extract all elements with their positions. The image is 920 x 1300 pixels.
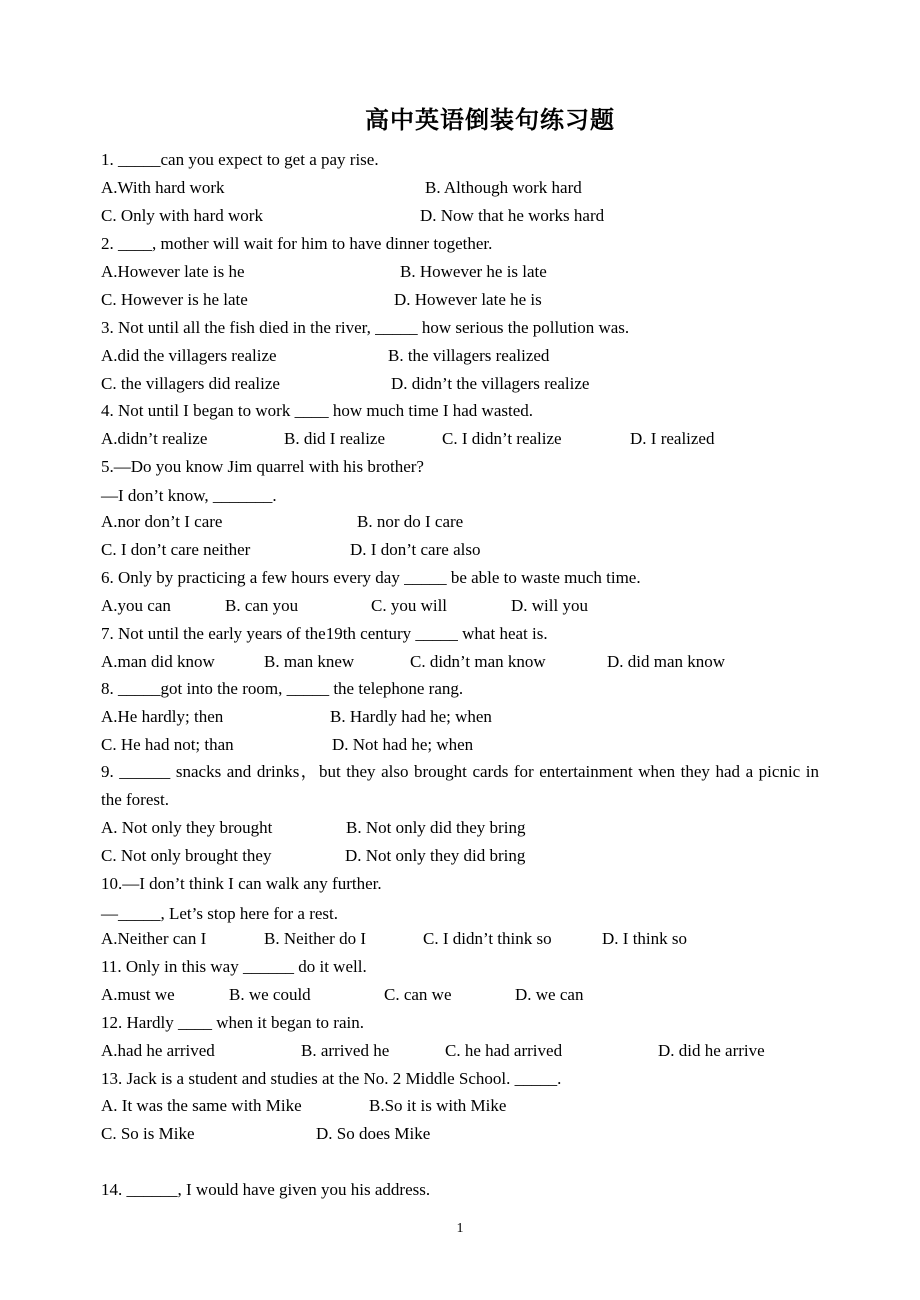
question-4-stem: 4. Not until I began to work ____ how much time I had wasted. [101,401,534,420]
question-1-option-d: D. Now that he works hard [420,206,605,225]
question-10-option-a: A.Neither can I [101,929,207,948]
question-7-option-d: D. did man know [607,652,726,671]
question-2-stem: 2. ____, mother will wait for him to have dinner together. [101,234,493,253]
question-10-reply: —_____, Let’s stop here for a rest. [101,904,338,923]
question-8-option-b: B. Hardly had he; when [330,707,492,726]
question-8-option-c: C. He had not; than [101,735,234,754]
question-12-option-d: D. did he arrive [658,1041,765,1060]
question-8-option-a: A.He hardly; then [101,707,224,726]
question-2-option-a: A.However late is he [101,262,245,281]
question-12-stem: 12. Hardly ____ when it began to rain. [101,1013,364,1032]
question-7-option-a: A.man did know [101,652,215,671]
question-9-option-c: C. Not only brought they [101,846,272,865]
question-3-option-a: A.did the villagers realize [101,346,277,365]
page-title: 高中英语倒装句练习题 [365,105,615,134]
question-10-option-c: C. I didn’t think so [423,929,552,948]
question-1-option-b: B. Although work hard [425,178,582,197]
question-9-stem: 9. ______ snacks and drinks，but they also brought cards for entertainment when they had a picnic in the forest. [101,762,819,809]
question-7-option-b: B. man knew [264,652,355,671]
question-5-option-a: A.nor don’t I care [101,512,223,531]
question-10-stem: 10.—I don’t think I can walk any further. [101,874,382,893]
question-1-option-c: C. Only with hard work [101,206,263,225]
question-7-option-c: C. didn’t man know [410,652,546,671]
question-13-option-d: D. So does Mike [316,1124,431,1143]
question-3-option-b: B. the villagers realized [388,346,550,365]
question-11-option-d: D. we can [515,985,584,1004]
question-10-option-d: D. I think so [602,929,687,948]
question-12-option-b: B. arrived he [301,1041,390,1060]
question-3-option-c: C. the villagers did realize [101,374,280,393]
question-2-option-d: D. However late he is [394,290,542,309]
question-10-option-b: B. Neither do I [264,929,366,948]
question-8-stem: 8. _____got into the room, _____ the telephone rang. [101,679,464,698]
question-14-stem: 14. ______, I would have given you his address. [101,1180,431,1199]
question-4-option-a: A.didn’t realize [101,429,208,448]
question-5-option-c: C. I don’t care neither [101,540,251,559]
question-9-option-d: D. Not only they did bring [345,846,526,865]
question-5-option-d: D. I don’t care also [350,540,481,559]
question-5-option-b: B. nor do I care [357,512,464,531]
question-11-option-a: A.must we [101,985,175,1004]
question-3-option-d: D. didn’t the villagers realize [391,374,590,393]
question-1-option-a: A.With hard work [101,178,225,197]
question-5-stem: 5.—Do you know Jim quarrel with his brother? [101,457,424,476]
question-6-option-d: D. will you [511,596,588,615]
page-number: 1 [456,1221,464,1236]
question-11-option-b: B. we could [229,985,311,1004]
question-13-option-a: A. It was the same with Mike [101,1096,302,1115]
question-8-option-d: D. Not had he; when [332,735,474,754]
question-2-option-b: B. However he is late [400,262,547,281]
question-1-stem: 1. _____can you expect to get a pay rise. [101,150,379,169]
question-13-stem: 13. Jack is a student and studies at the No. 2 Middle School. _____. [101,1069,562,1088]
question-12-option-a: A.had he arrived [101,1041,215,1060]
question-3-stem: 3. Not until all the fish died in the river, _____ how serious the pollution was. [101,318,630,337]
question-11-option-c: C. can we [384,985,452,1004]
question-4-option-b: B. did I realize [284,429,386,448]
question-6-option-b: B. can you [225,596,299,615]
question-13-option-c: C. So is Mike [101,1124,195,1143]
question-13-option-b: B.So it is with Mike [369,1096,507,1115]
question-9-option-b: B. Not only did they bring [346,818,526,837]
question-4-option-c: C. I didn’t realize [442,429,562,448]
question-4-option-d: D. I realized [630,429,715,448]
question-6-option-c: C. you will [371,596,448,615]
question-2-option-c: C. However is he late [101,290,248,309]
question-7-stem: 7. Not until the early years of the19th century _____ what heat is. [101,624,548,643]
question-9-option-a: A. Not only they brought [101,818,273,837]
question-11-stem: 11. Only in this way ______ do it well. [101,957,367,976]
question-6-option-a: A.you can [101,596,171,615]
question-5-reply: —I don’t know, _______. [101,486,277,505]
question-12-option-c: C. he had arrived [445,1041,563,1060]
question-6-stem: 6. Only by practicing a few hours every day _____ be able to waste much time. [101,568,641,587]
